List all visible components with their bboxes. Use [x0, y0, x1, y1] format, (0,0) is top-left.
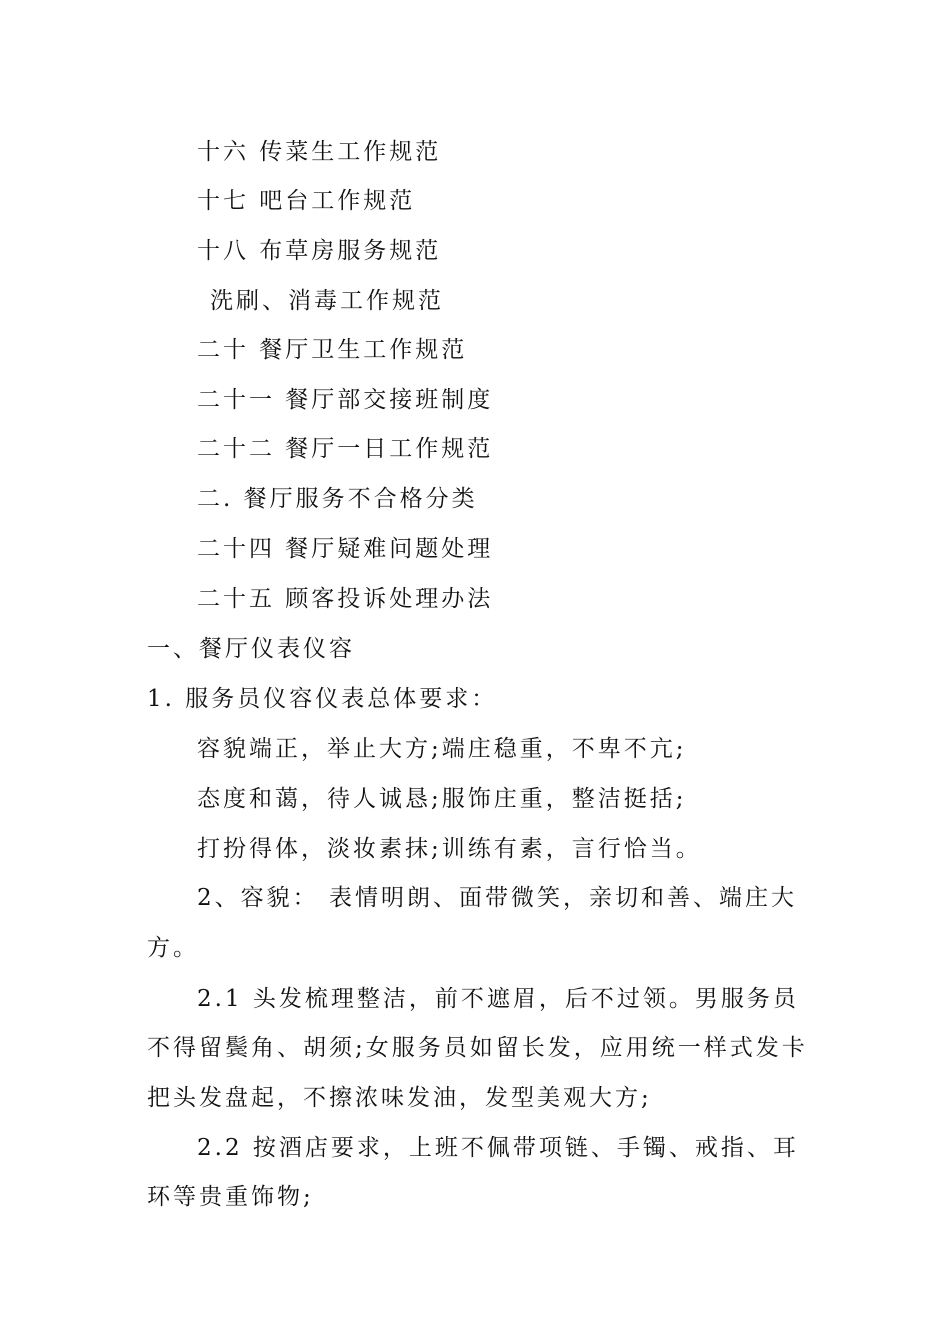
item-1-heading: 1. 服务员仪容仪表总体要求： — [147, 686, 498, 712]
item-2-1-paragraph-cont: 把头发盘起，不擦浓味发油，发型美观大方; — [147, 1085, 652, 1111]
requirement-line: 容貌端正，举止大方;端庄稳重，不卑不亢; — [197, 736, 687, 762]
requirement-line: 态度和蔼，待人诚恳;服饰庄重，整洁挺括; — [197, 786, 687, 812]
toc-entry: 十八 布草房服务规范 — [197, 238, 442, 264]
item-2-paragraph-cont: 方。 — [147, 935, 199, 961]
item-2-1-paragraph-cont: 不得留鬓角、胡须;女服务员如留长发，应用统一样式发卡 — [147, 1035, 808, 1061]
toc-entry: 洗刷、消毒工作规范 — [210, 288, 444, 314]
toc-entry: 二. 餐厅服务不合格分类 — [197, 486, 478, 512]
item-2-2-paragraph-cont: 环等贵重饰物; — [147, 1184, 314, 1210]
item-2-1-paragraph: 2.1 头发梳理整洁，前不遮眉，后不过领。男服务员 — [197, 986, 799, 1012]
toc-entry: 二十一 餐厅部交接班制度 — [197, 387, 494, 413]
toc-entry: 十六 传菜生工作规范 — [197, 139, 442, 165]
section-title: 一、餐厅仪表仪容 — [147, 636, 355, 662]
toc-entry: 二十四 餐厅疑难问题处理 — [197, 536, 494, 562]
requirement-line: 打扮得体，淡妆素抹;训练有素，言行恰当。 — [197, 836, 702, 862]
toc-entry: 二十 餐厅卫生工作规范 — [197, 337, 468, 363]
toc-entry: 二十五 顾客投诉处理办法 — [197, 586, 494, 612]
toc-entry: 十七 吧台工作规范 — [197, 188, 416, 214]
toc-entry: 二十二 餐厅一日工作规范 — [197, 436, 494, 462]
item-2-paragraph: 2、容貌： 表情明朗、面带微笑，亲切和善、端庄大 — [197, 885, 797, 911]
item-2-2-paragraph: 2.2 按酒店要求，上班不佩带项链、手镯、戒指、耳 — [197, 1135, 799, 1161]
